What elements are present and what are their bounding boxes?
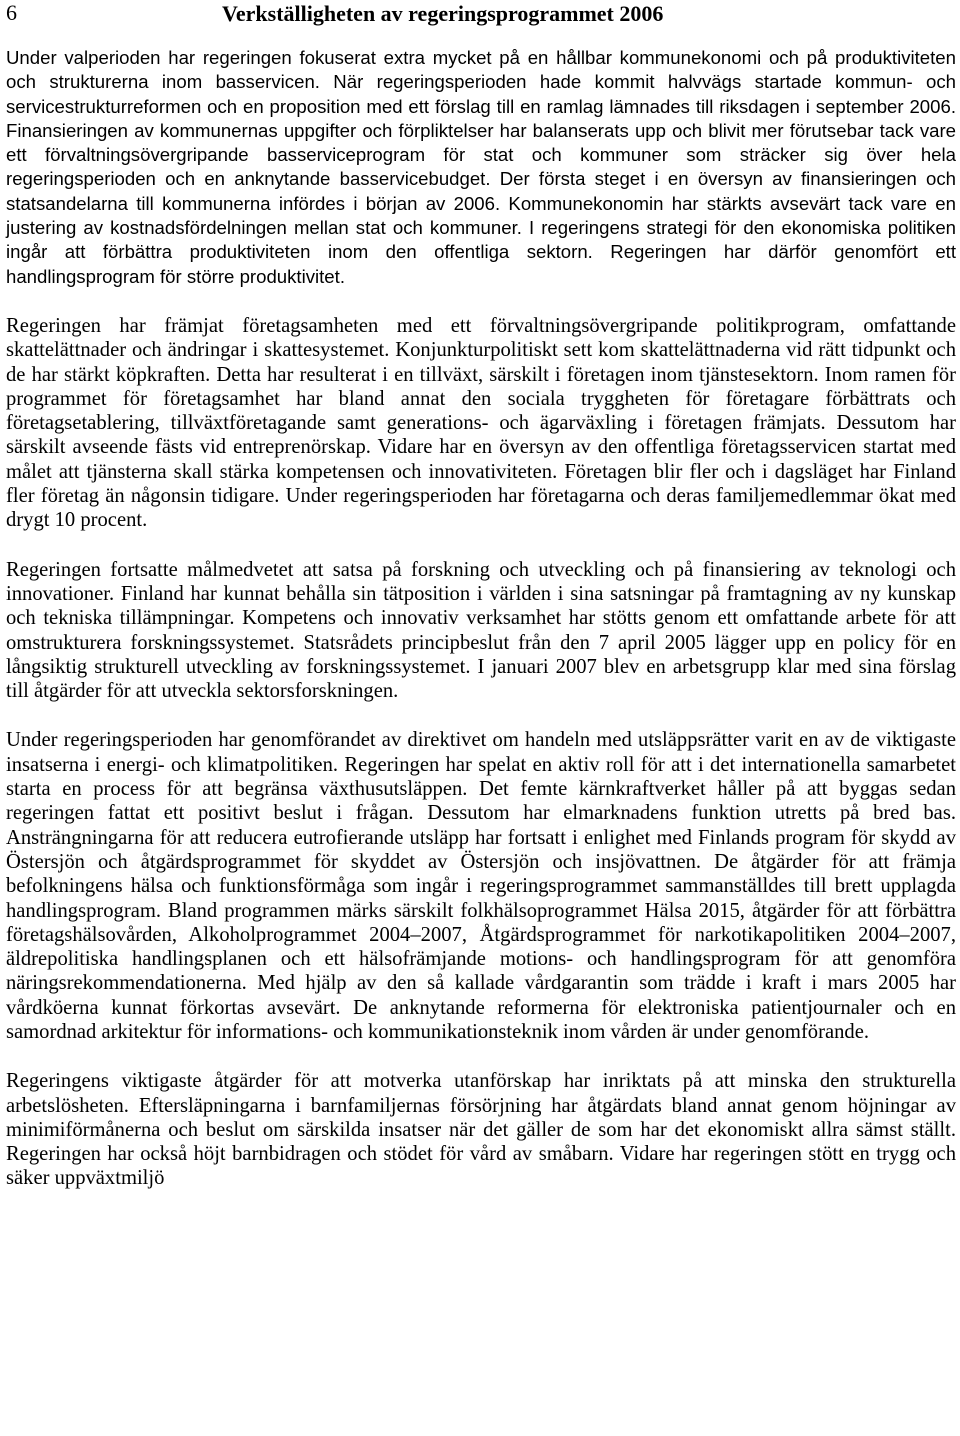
paragraph-research-innovation: Regeringen fortsatte målmedvetet att satsa på forskning och utveckling och på finansiering av teknologi och innovationer. Finland har kunnat behålla sin tätposition i världen i sina satsningar på framtagning av ny kunskap och tekniska tillämpningar. Kompetens och innovativ verksamhet har stötts genom ett omfattande arbete för att omstrukturera forskningssystemet. Statsrådets principbeslut från den 7 april 2005 lägger upp en policy för en långsiktig strukturell utveckling av forskningssystemet. I januari 2007 blev en arbetsgrupp klar med sina förslag till åtgärder för att utveckla sektorsforskningen.: [6, 558, 956, 703]
paragraph-social-exclusion: Regeringens viktigaste åtgärder för att motverka utanförskap har inriktats på att minska den strukturella arbetslösheten. Eftersläpningarna i barnfamiljernas försörjning har åtgärdats bland annat genom höjningar av minimiförmånerna och beslut om särskilda insatser när det gäller de som har det ekonomiskt allra sämst ställt. Regeringen har också höjt barnbidragen och stödet för vård av småbarn. Vidare har regeringen stött en trygg och säker uppväxtmiljö: [6, 1070, 956, 1190]
page-number: 6: [6, 0, 17, 25]
body-text: [6, 46, 956, 1191]
paragraph-municipal-economy: Under valperioden har regeringen fokuserat extra mycket på en hållbar kommunekonomi och på produktiviteten och strukturerna inom basservicen. När regeringsperioden hade kommit halvvägs startade kommun- och servicestrukturreformen och en proposition med ett förslag till en ramlag lämnades till riksdagen i september 2006. Finansieringen av kommunernas uppgifter och förpliktelser har balanserats upp och blivit mer förutsebar tack vare ett förvaltningsövergripande basserviceprogram för stat och kommuner som sträcker sig över hela regeringsperioden och en anknytande basservicebudget. Der första steget i en översyn av finansieringen och statsandelarna till kommunerna infördes i början av 2006. Kommunekonomin har stärkts avsevärt tack vare en justering av kostnadsfördelningen mellan stat och kommuner. I regeringens strategi för den ekonomiska politiken ingår att förbättra produktiviteten inom den offentliga sektorn. Regeringen har därför genomfört ett handlingsprogram för större produktivitet.: [6, 47, 956, 287]
page-title: Verkställigheten av regeringsprogrammet 2006: [222, 1, 664, 26]
page-header: [6, 0, 956, 36]
paragraph-entrepreneurship: Regeringen har främjat företagsamheten med ett förvaltningsövergripande politikprogram, omfattande skattelättnader och ändringar i skattesystemet. Konjunkturpolitiskt sett kom skattelättnaderna vid rätt tidpunkt och de har stärkt köpkraften. Detta har resulterat i en tillväxt, särskilt i företagen inom tjänstesektorn. Inom ramen för programmet för företagsamhet har bland annat den sociala tryggheten för företagare förbättrats och företagsetablering, tillväxtföretagande samt generations- och ägarväxling i företagen främjats. Dessutom har särskilt avseende fästs vid entreprenörskap. Vidare har en översyn av den offentliga företagsservicen startat med målet att tjänsterna skall stärka kompetensen och innovativiteten. Företagen blir fler och i dagsläget har Finland fler företag än någonsin tidigare. Under regeringsperioden har företagarna och deras familjemedlemmar ökat med drygt 10 procent.: [6, 314, 956, 532]
paragraph-energy-health: Under regeringsperioden har genomförandet av direktivet om handeln med utsläppsrätter varit en av de viktigaste insatserna i energi- och klimatpolitiken. Regeringen har spelat en aktiv roll för att i det internationella samarbetet starta en process för att begränsa växthusutsläppen. Det femte kärnkraftverket håller på att byggas sedan regeringen fattat ett positivt beslut i frågan. Dessutom har elmarknadens funktion utretts på bred bas. Ansträngningarna för att reducera eutrofierande utsläpp har fortsatt i enlighet med Finlands program för skydd av Östersjön och åtgärdsprogrammet för skyddet av Östersjön och insjövattnen. De åtgärder för att främja befolkningens hälsa och funktionsförmåga som ingår i regeringsprogrammet sammanställdes till brett upplagda handlingsprogram. Bland programmen märks särskilt folkhälsoprogrammet Hälsa 2015, åtgärder för att förbättra företagshälsovården, Alkoholprogrammet 2004–2007, Åtgärdsprogrammet för narkotikapolitiken 2004–2007, äldrepolitiska handlingsplanen och ett hälsofrämjande motions- och handlingsprogram för att genomföra näringsrekommendationerna. Med hjälp av den så kallade vårdgarantin som trädde i kraft i mars 2005 har vårdköerna kunnat förkortas avsevärt. De anknytande reformerna för elektroniska patientjournaler och en samordnad arkitektur för informations- och kommunikationsteknik inom vården är under genomförande.: [6, 729, 956, 1043]
document-page: [6, 0, 956, 1191]
